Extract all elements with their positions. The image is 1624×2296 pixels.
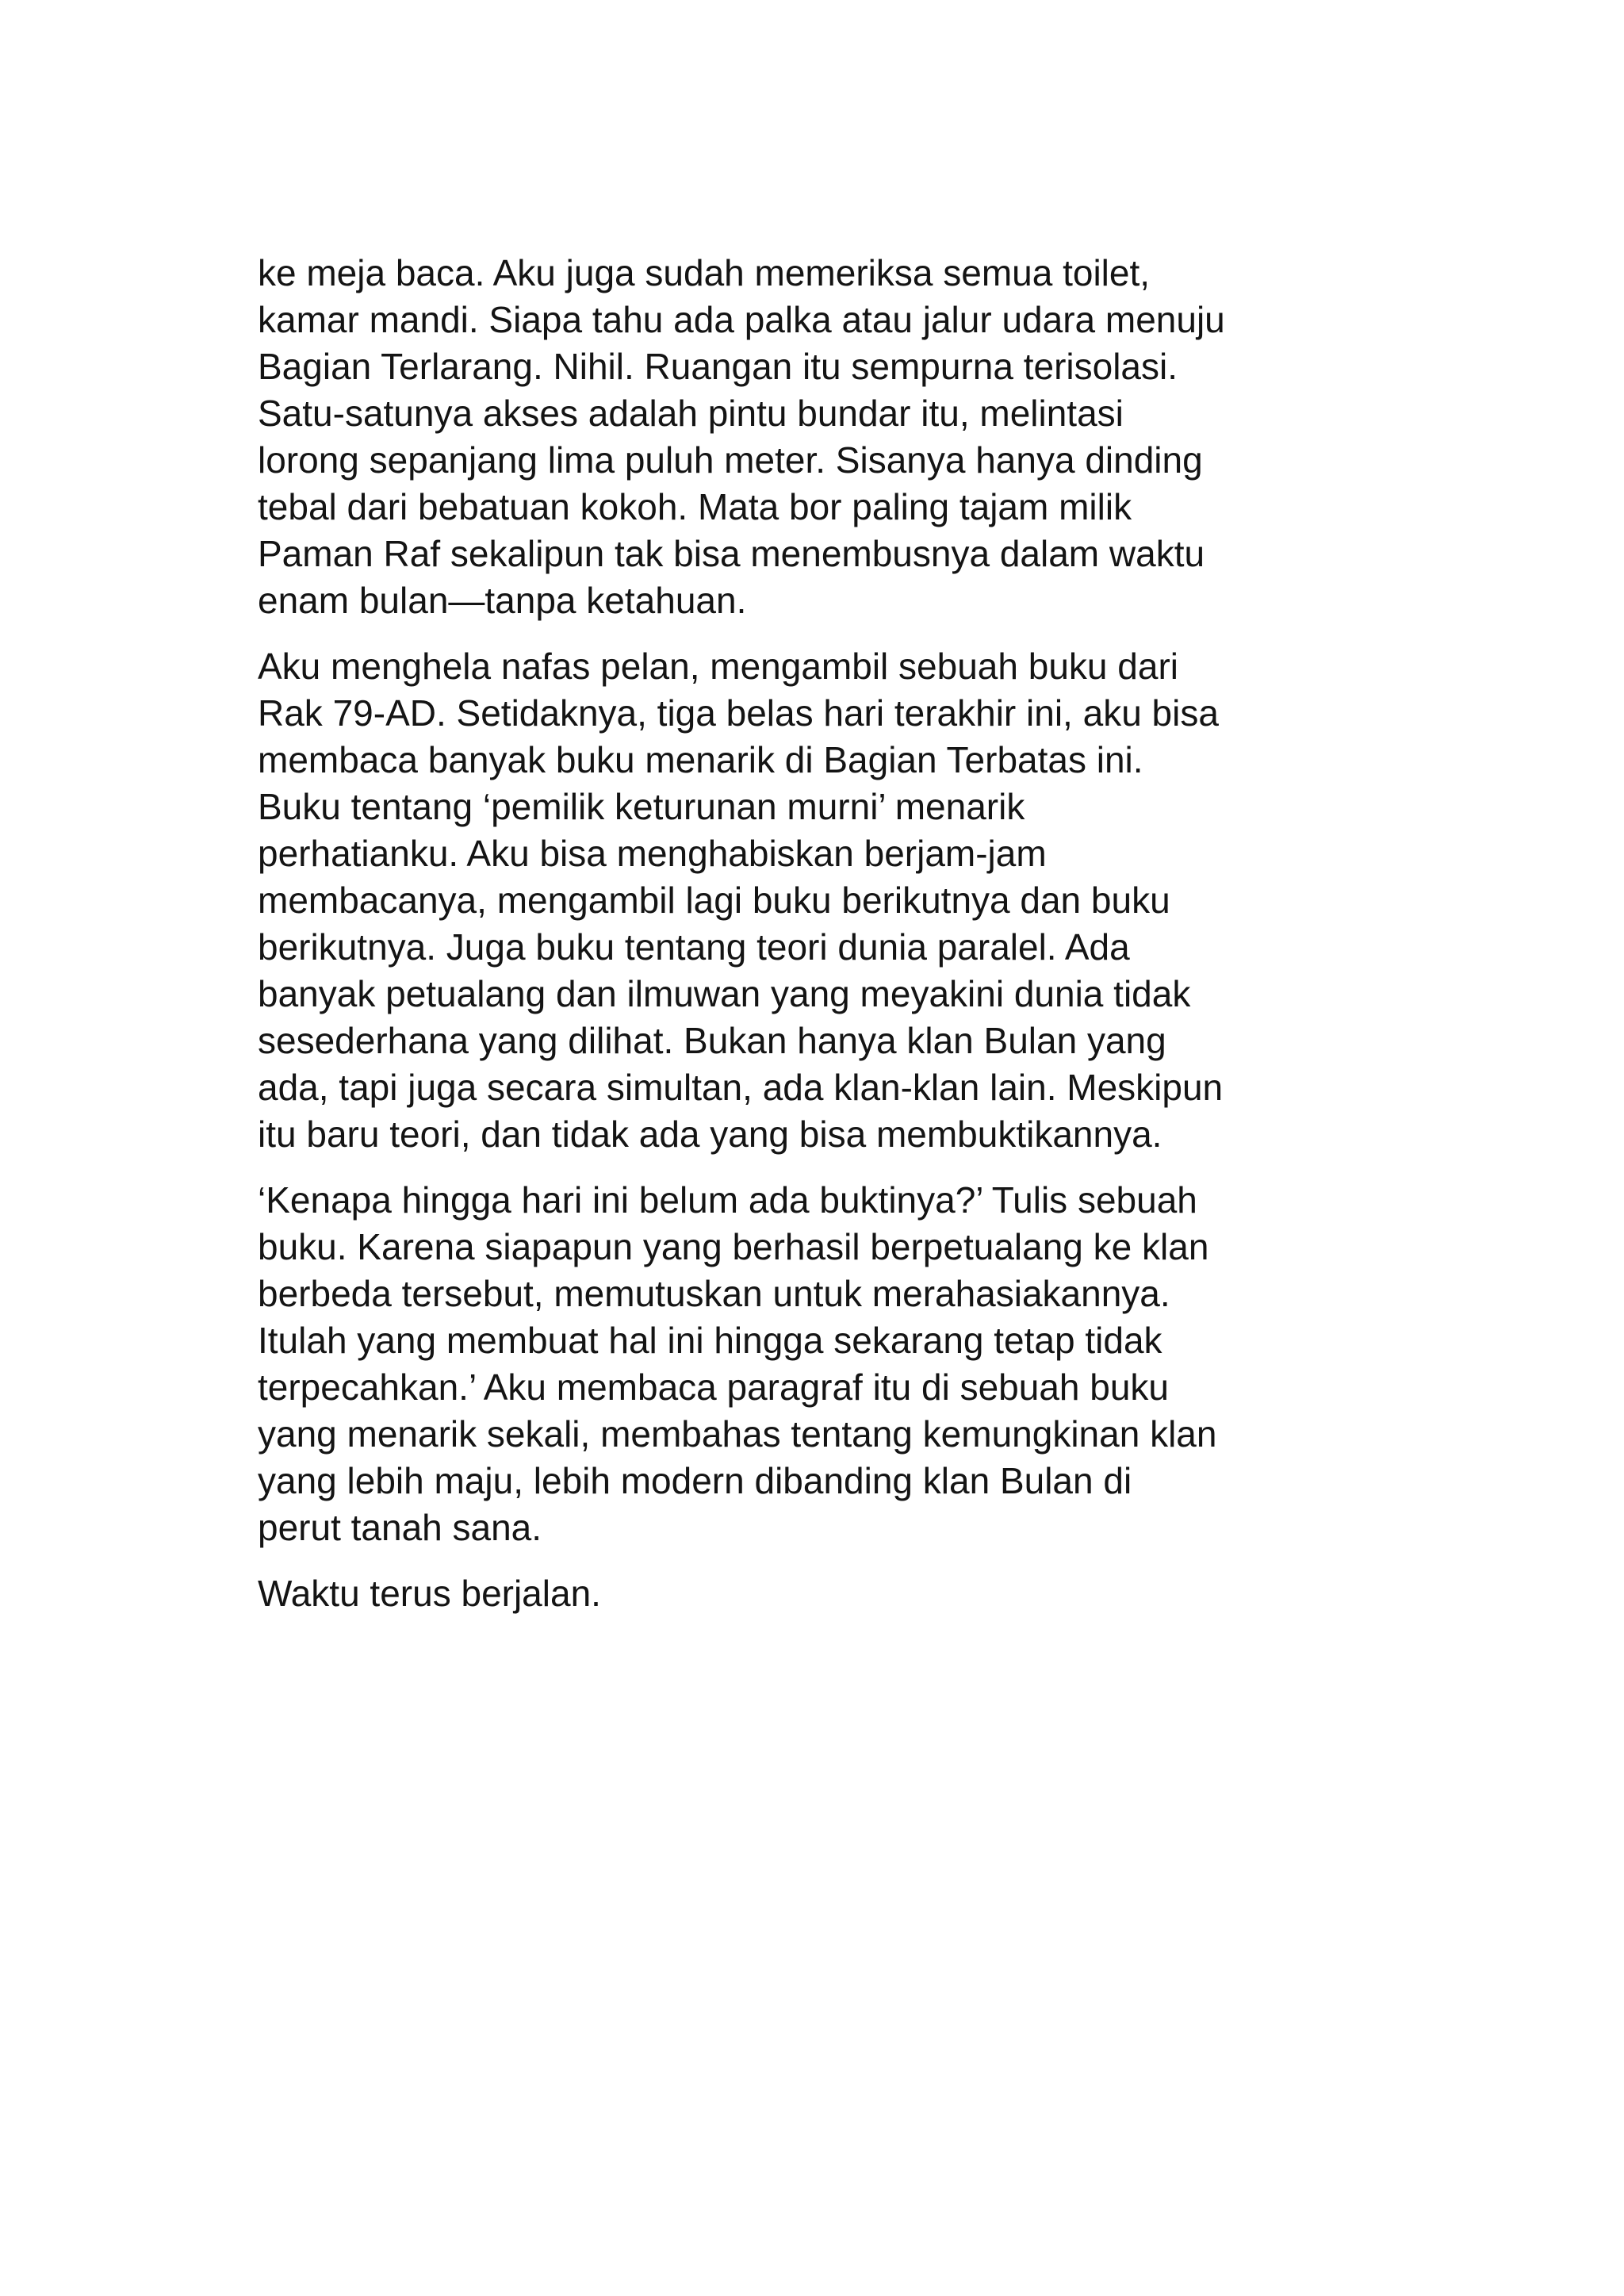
text-line: ada, tapi juga secara simultan, ada klan-klan lain. Meskipun — [258, 1067, 1224, 1108]
text-line: perut tanah sana. — [258, 1507, 542, 1548]
text-line: Paman Raf sekalipun tak bisa menembusnya dalam waktu — [258, 533, 1205, 574]
text-line: Rak 79-AD. Setidaknya, tiga belas hari terakhir ini, aku bisa — [258, 692, 1219, 734]
paragraph-3 — [258, 1177, 1447, 1551]
text-line: ke meja baca. Aku juga sudah memeriksa semua toilet, — [258, 252, 1151, 293]
text-line: banyak petualang dan ilmuwan yang meyakini dunia tidak — [258, 973, 1191, 1014]
text-line: berbeda tersebut, memutuskan untuk merahasiakannya. — [258, 1273, 1170, 1314]
text-line: yang menarik sekali, membahas tentang kemungkinan klan — [258, 1413, 1217, 1455]
text-line: Satu-satunya akses adalah pintu bundar itu, melintasi — [258, 393, 1124, 434]
paragraph-4 — [258, 1570, 1447, 1617]
text-line: itu baru teori, dan tidak ada yang bisa membuktikannya. — [258, 1114, 1162, 1155]
text-line: perhatianku. Aku bisa menghabiskan berjam-jam — [258, 833, 1047, 874]
text-line: buku. Karena siapapun yang berhasil berpetualang ke klan — [258, 1226, 1209, 1267]
text-line: kamar mandi. Siapa tahu ada palka atau jalur udara menuju — [258, 299, 1225, 340]
text-line: Buku tentang ‘pemilik keturunan murni’ menarik — [258, 786, 1025, 827]
text-line: membacanya, mengambil lagi buku berikutnya dan buku — [258, 880, 1170, 921]
text-line: lorong sepanjang lima puluh meter. Sisanya hanya dinding — [258, 439, 1203, 481]
text-line: sesederhana yang dilihat. Bukan hanya klan Bulan yang — [258, 1020, 1166, 1061]
text-line: membaca banyak buku menarik di Bagian Terbatas ini. — [258, 739, 1143, 780]
text-line: ‘Kenapa hingga hari ini belum ada buktinya?’ Tulis sebuah — [258, 1179, 1197, 1221]
text-line: yang lebih maju, lebih modern dibanding klan Bulan di — [258, 1460, 1132, 1501]
text-line: Aku menghela nafas pelan, mengambil sebuah buku dari — [258, 646, 1178, 687]
paragraph-1 — [258, 250, 1447, 624]
text-line: terpecahkan.’ Aku membaca paragraf itu di sebuah buku — [258, 1366, 1170, 1408]
text-line: Waktu terus berjalan. — [258, 1573, 601, 1614]
text-line: tebal dari bebatuan kokoh. Mata bor paling tajam milik — [258, 486, 1132, 527]
text-line: Itulah yang membuat hal ini hingga sekarang tetap tidak — [258, 1320, 1162, 1361]
text-line: berikutnya. Juga buku tentang teori dunia paralel. Ada — [258, 926, 1130, 968]
text-line: Bagian Terlarang. Nihil. Ruangan itu sempurna terisolasi. — [258, 346, 1178, 387]
paragraph-2 — [258, 643, 1447, 1158]
text-line: enam bulan—tanpa ketahuan. — [258, 580, 747, 621]
body-text — [258, 250, 1447, 1636]
